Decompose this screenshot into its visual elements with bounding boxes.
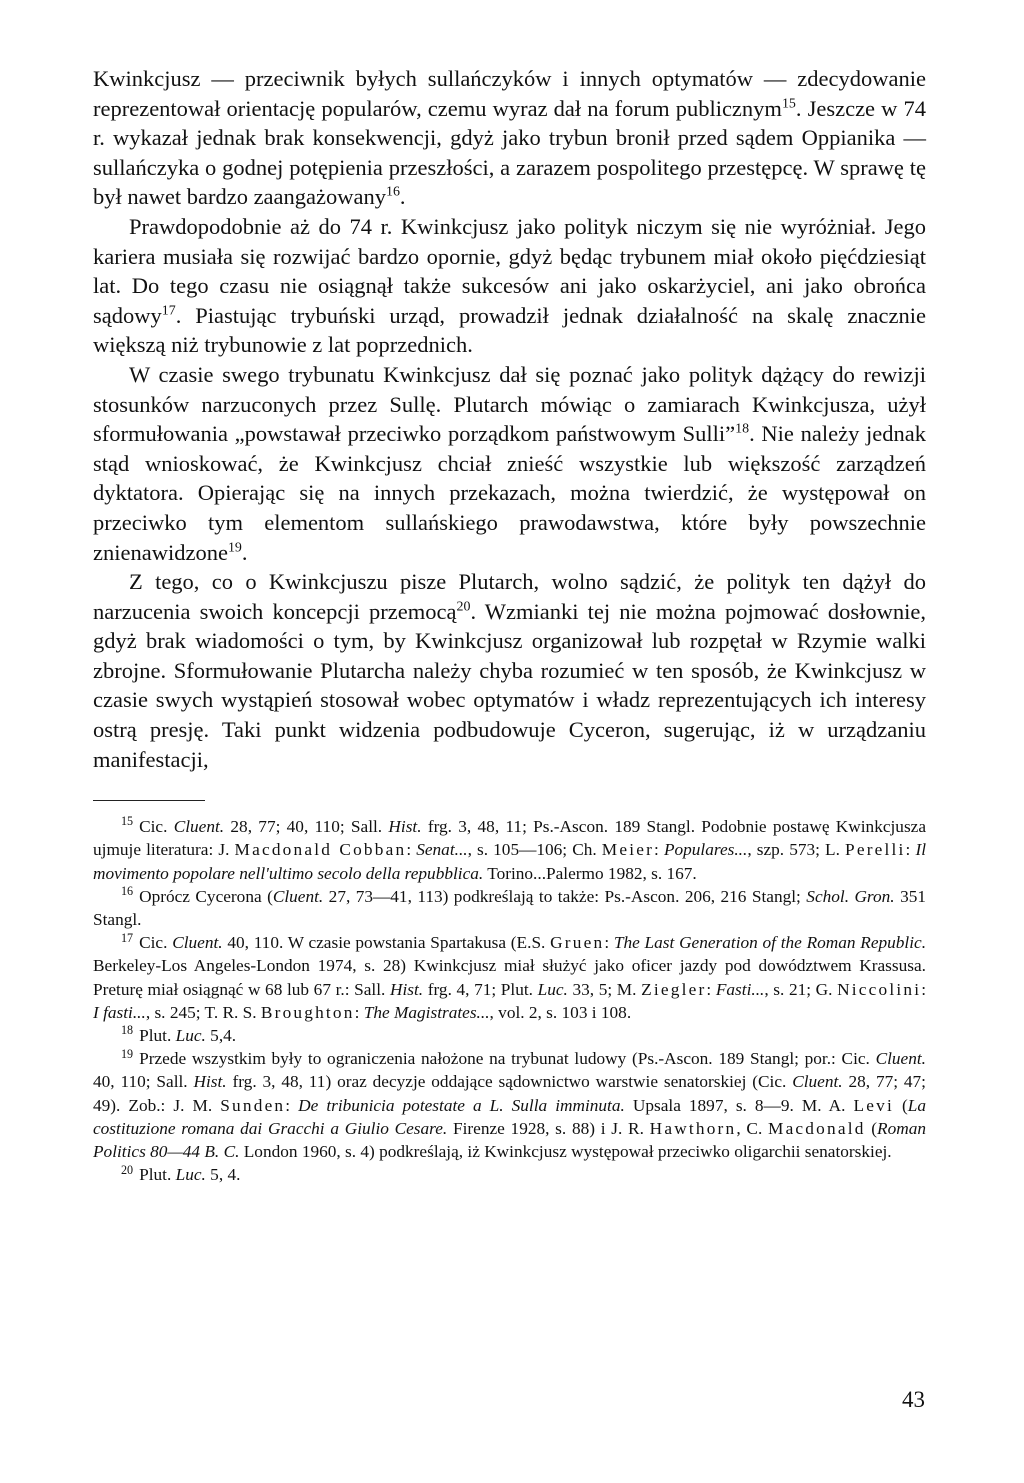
paragraph-1: [93, 64, 926, 212]
text-run: Prawdopodobnie aż do 74 r. Kwinkcjusz jako polityk niczym się nie wyróżniał. Jego kariera musiała się rozwijać bardzo opornie, gdyż będąc trybunem miał około pięćdziesiąt lat. Do tego czasu nie osiągnął także sukcesów ani jako oskarżyciel, ani jako obrońca sądowy: [93, 213, 926, 328]
text-run: . Wzmianki tej nie można pojmować dosłownie, gdyż brak wiadomości o tym, by Kwinkcjusz organizował lub rozpętał w Rzymie walki zbrojne. Sformułowanie Plutarcha należy chyba rozumieć w ten sposób, że Kwinkcjusz w czasie swych wystąpień stosował wobec optymatów i władz reprezentujących ich interesy ostrą presję. Taki punkt widzenia podbudowuje Cyceron, sugerując, iż w urządzaniu manifestacji,: [93, 598, 926, 772]
text-run: . Nie należy jednak stąd wnioskować, że Kwinkcjusz chciał znieść wszystkie lub większość zarządzeń dyktatora. Opierając się na innych przekazach, można twierdzić, że występował on przeciwko tym elementom sullańskiego prawodawstwa, które były powszechnie znienawidzone: [93, 421, 926, 565]
footnote-17: $^{17}$ Cic. Cluent. 40, 110. W czasie powstania Spartakusa (E.S. Gruen: The Last Generation of the Roman Republic. Berkeley-Los Angeles-London 1974, s. 28) Kwinkcjusz miał służyć jako oficer jazdy pod dowództwem Krassusa. Preturę miał osiągnąć w 68 lub 67 r.: Sall. Hist. frg. 4, 71; Plut. Luc. 33, 5; M. Ziegler: Fasti..., s. 21; G. Niccolini: I fasti..., s. 245; T. R. S. Broughton: The Magistrates..., vol. 2, s. 103 i 108.: [93, 930, 927, 1022]
footnote-ref-20[interactable]: 20: [456, 599, 471, 615]
footnotes: [93, 815, 926, 1186]
footnote-number: 15: [121, 814, 134, 829]
page-number: 43: [902, 1387, 925, 1412]
footnote-18: $^{18}$ Plut. Luc. 5,4.: [121, 1023, 237, 1046]
paragraph-3: [93, 360, 926, 567]
footnote-ref-18[interactable]: 18: [735, 421, 750, 437]
footnote-19: $^{19}$ Przede wszystkim były to ograniczenia nałożone na trybunat ludowy (Ps.-Ascon. 189 Stangl; por.: Cic. Cluent. 40, 110; Sall. Hist. frg. 3, 48, 11) oraz decyzje oddające sądownictwo warstwie senatorskiej (Cic. Cluent. 28, 77; 47; 49). Zob.: J. M. Sunden: De tribunicia potestate a L. Sulla imminuta. Upsala 1897, s. 8—9. M. A. Levi (La costituzione romana dai Gracchi a Giulio Cesare. Firenze 1928, s. 88) i J. R. Hawthorn, C. Macdonald (Roman Politics 80—44 B. C. London 1960, s. 4) podkreślają, iż Kwinkcjusz występował przeciwko oligarchii senatorskiej.: [93, 1046, 927, 1162]
text-run: Z tego, co o Kwinkcjuszu pisze Plutarch, wolno sądzić, że polityk ten dążył do narzucenia swoich koncepcji przemocą: [93, 569, 926, 624]
footnote-15: $^{15}$ Cic. Cluent. 28, 77; 40, 110; Sall. Hist. frg. 3, 48, 11; Ps.-Ascon. 189 Stangl. Podobnie postawę Kwinkcjusza ujmuje literatura: J. Macdonald Cobban: Senat..., s. 105—106; Ch. Meier: Populares..., szp. 573; L. Perelli: Il movimento popolare nell'ultimo secolo della repubblica. Torino...Palermo 1982, s. 167.: [93, 814, 927, 883]
text-run: W czasie swego trybunatu Kwinkcjusz dał się poznać jako polityk dążący do rewizji stosunków narzuconych przez Sullę. Plutarch mówiąc o zamiarach Kwinkcjusza, użył sformułowania „powstawał przeciwko porządkom państwowym Sulli”: [93, 361, 926, 447]
footnote-ref-19[interactable]: 19: [227, 540, 242, 555]
footnote-16: $^{16}$ Oprócz Cycerona (Cluent. 27, 73—41, 113) podkreślają to także: Ps.-Ascon. 206, 216 Stangl; Schol. Gron. 351 Stangl.: [93, 884, 926, 930]
text-run: .: [241, 539, 248, 565]
text-run: . Jeszcze w 74 r. wykazał jednak brak konsekwencji, gdyż jako trybun bronił przed sądem Oppianika — sullańczyka o godnej potępienia przeszłości, a zarazem pospolitego przestępcę. W sprawę tę był nawet bardzo zaangażowany: [93, 95, 926, 210]
footnote-ref-16[interactable]: 16: [385, 184, 400, 200]
footnote-ref-15[interactable]: 15: [781, 96, 796, 112]
footnote-separator: [93, 800, 205, 801]
footnote-number: 20: [121, 1162, 134, 1177]
text-run: . Piastując trybuński urząd, prowadził jednak działalność na skalę znacznie większą niż trybunowie z lat poprzednich.: [93, 302, 926, 358]
footnote-20: $^{20}$ Plut. Luc. 5, 4.: [121, 1162, 241, 1185]
footnote-number: 17: [121, 930, 134, 945]
text-run: .: [399, 184, 406, 210]
main-text: [93, 64, 926, 774]
paragraph-4: [93, 567, 926, 774]
footnote-number: 16: [121, 884, 134, 899]
text-run: Kwinkcjusz — przeciwnik byłych sullańczyków i innych optymatów — zdecydowanie reprezentował orientację popularów, czemu wyraz dał na forum publicznym: [93, 66, 926, 121]
footnote-number: 19: [121, 1046, 134, 1061]
page-content: [93, 64, 926, 1187]
footnote-ref-17[interactable]: 17: [161, 303, 176, 319]
footnote-number: 18: [121, 1023, 134, 1038]
paragraph-2: [93, 212, 926, 360]
